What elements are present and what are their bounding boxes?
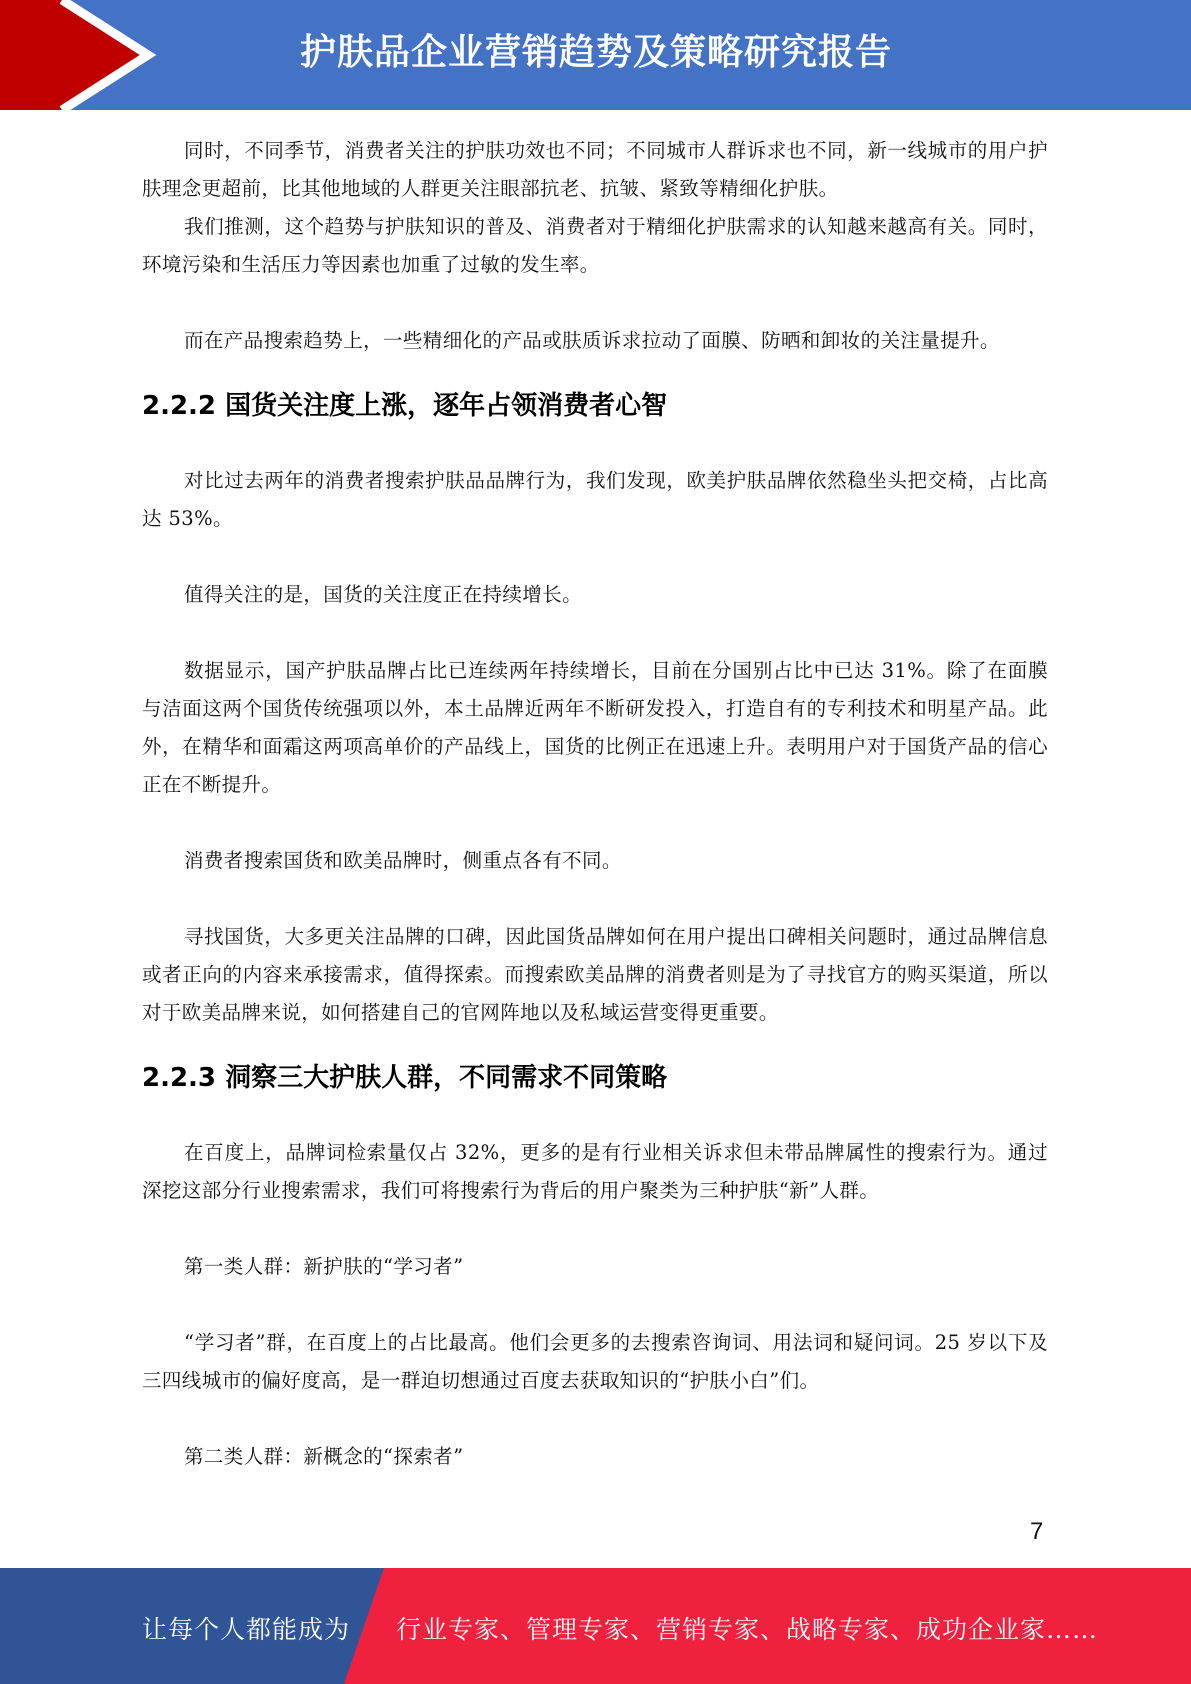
paragraph: 消费者搜索国货和欧美品牌时，侧重点各有不同。 bbox=[184, 849, 622, 872]
footer-slogan-right: 行业专家、管理专家、营销专家、战略专家、成功企业家…… bbox=[396, 1615, 1099, 1644]
arrow-decoration-icon bbox=[0, 0, 160, 110]
paragraph: 第二类人群：新概念的“探索者” bbox=[184, 1445, 464, 1468]
paragraph: 数据显示，国产护肤品牌占比已连续两年持续增长，目前在分国别占比中已达 31%。除了在面膜与洁面这两个国货传统强项以外，本土品牌近两年不断研发投入，打造自有的专利技术和明星产品。此外，在精华和面霜这两项高单价的产品线上，国货的比例正在迅速上升。表明用户对于国货产品的信心正在不断提升。 bbox=[142, 659, 1048, 796]
section-heading: 2.2.3 洞察三大护肤人群，不同需求不同策略 bbox=[142, 1063, 668, 1093]
section-heading: 2.2.2 国货关注度上涨，逐年占领消费者心智 bbox=[142, 391, 668, 421]
paragraph: “学习者”群，在百度上的占比最高。他们会更多的去搜索咨询词、用法词和疑问词。25 岁以下及三四线城市的偏好度高，是一群迫切想通过百度去获取知识的“护肤小白”们。 bbox=[142, 1331, 1048, 1392]
paragraph: 值得关注的是，国货的关注度正在持续增长。 bbox=[184, 583, 583, 606]
page-body bbox=[142, 132, 1048, 1476]
footer-slogan-left: 让每个人都能成为 bbox=[142, 1615, 351, 1644]
paragraph: 对比过去两年的消费者搜索护肤品品牌行为，我们发现，欧美护肤品牌依然稳坐头把交椅，占比高达 53%。 bbox=[142, 469, 1048, 530]
paragraph: 同时，不同季节，消费者关注的护肤功效也不同；不同城市人群诉求也不同，新一线城市的用户护肤理念更超前，比其他地域的人群更关注眼部抗老、抗皱、紧致等精细化护肤。 bbox=[142, 139, 1048, 200]
paragraph: 而在产品搜索趋势上，一些精细化的产品或肤质诉求拉动了面膜、防晒和卸妆的关注量提升。 bbox=[184, 329, 1000, 352]
page-header bbox=[0, 0, 1191, 110]
paragraph: 第一类人群：新护肤的“学习者” bbox=[184, 1255, 464, 1278]
paragraph: 我们推测，这个趋势与护肤知识的普及、消费者对于精细化护肤需求的认知越来越高有关。同时，环境污染和生活压力等因素也加重了过敏的发生率。 bbox=[142, 215, 1048, 276]
page-footer bbox=[0, 1568, 1191, 1684]
paragraph: 寻找国货，大多更关注品牌的口碑，因此国货品牌如何在用户提出口碑相关问题时，通过品牌信息或者正向的内容来承接需求，值得探索。而搜索欧美品牌的消费者则是为了寻找官方的购买渠道，所以对于欧美品牌来说，如何搭建自己的官网阵地以及私域运营变得更重要。 bbox=[142, 925, 1048, 1024]
report-title: 护肤品企业营销趋势及策略研究报告 bbox=[300, 32, 893, 73]
paragraph: 在百度上，品牌词检索量仅占 32%，更多的是有行业相关诉求但未带品牌属性的搜索行为。通过深挖这部分行业搜索需求，我们可将搜索行为背后的用户聚类为三种护肤“新”人群。 bbox=[142, 1141, 1048, 1202]
page-number: 7 bbox=[1030, 1518, 1044, 1545]
